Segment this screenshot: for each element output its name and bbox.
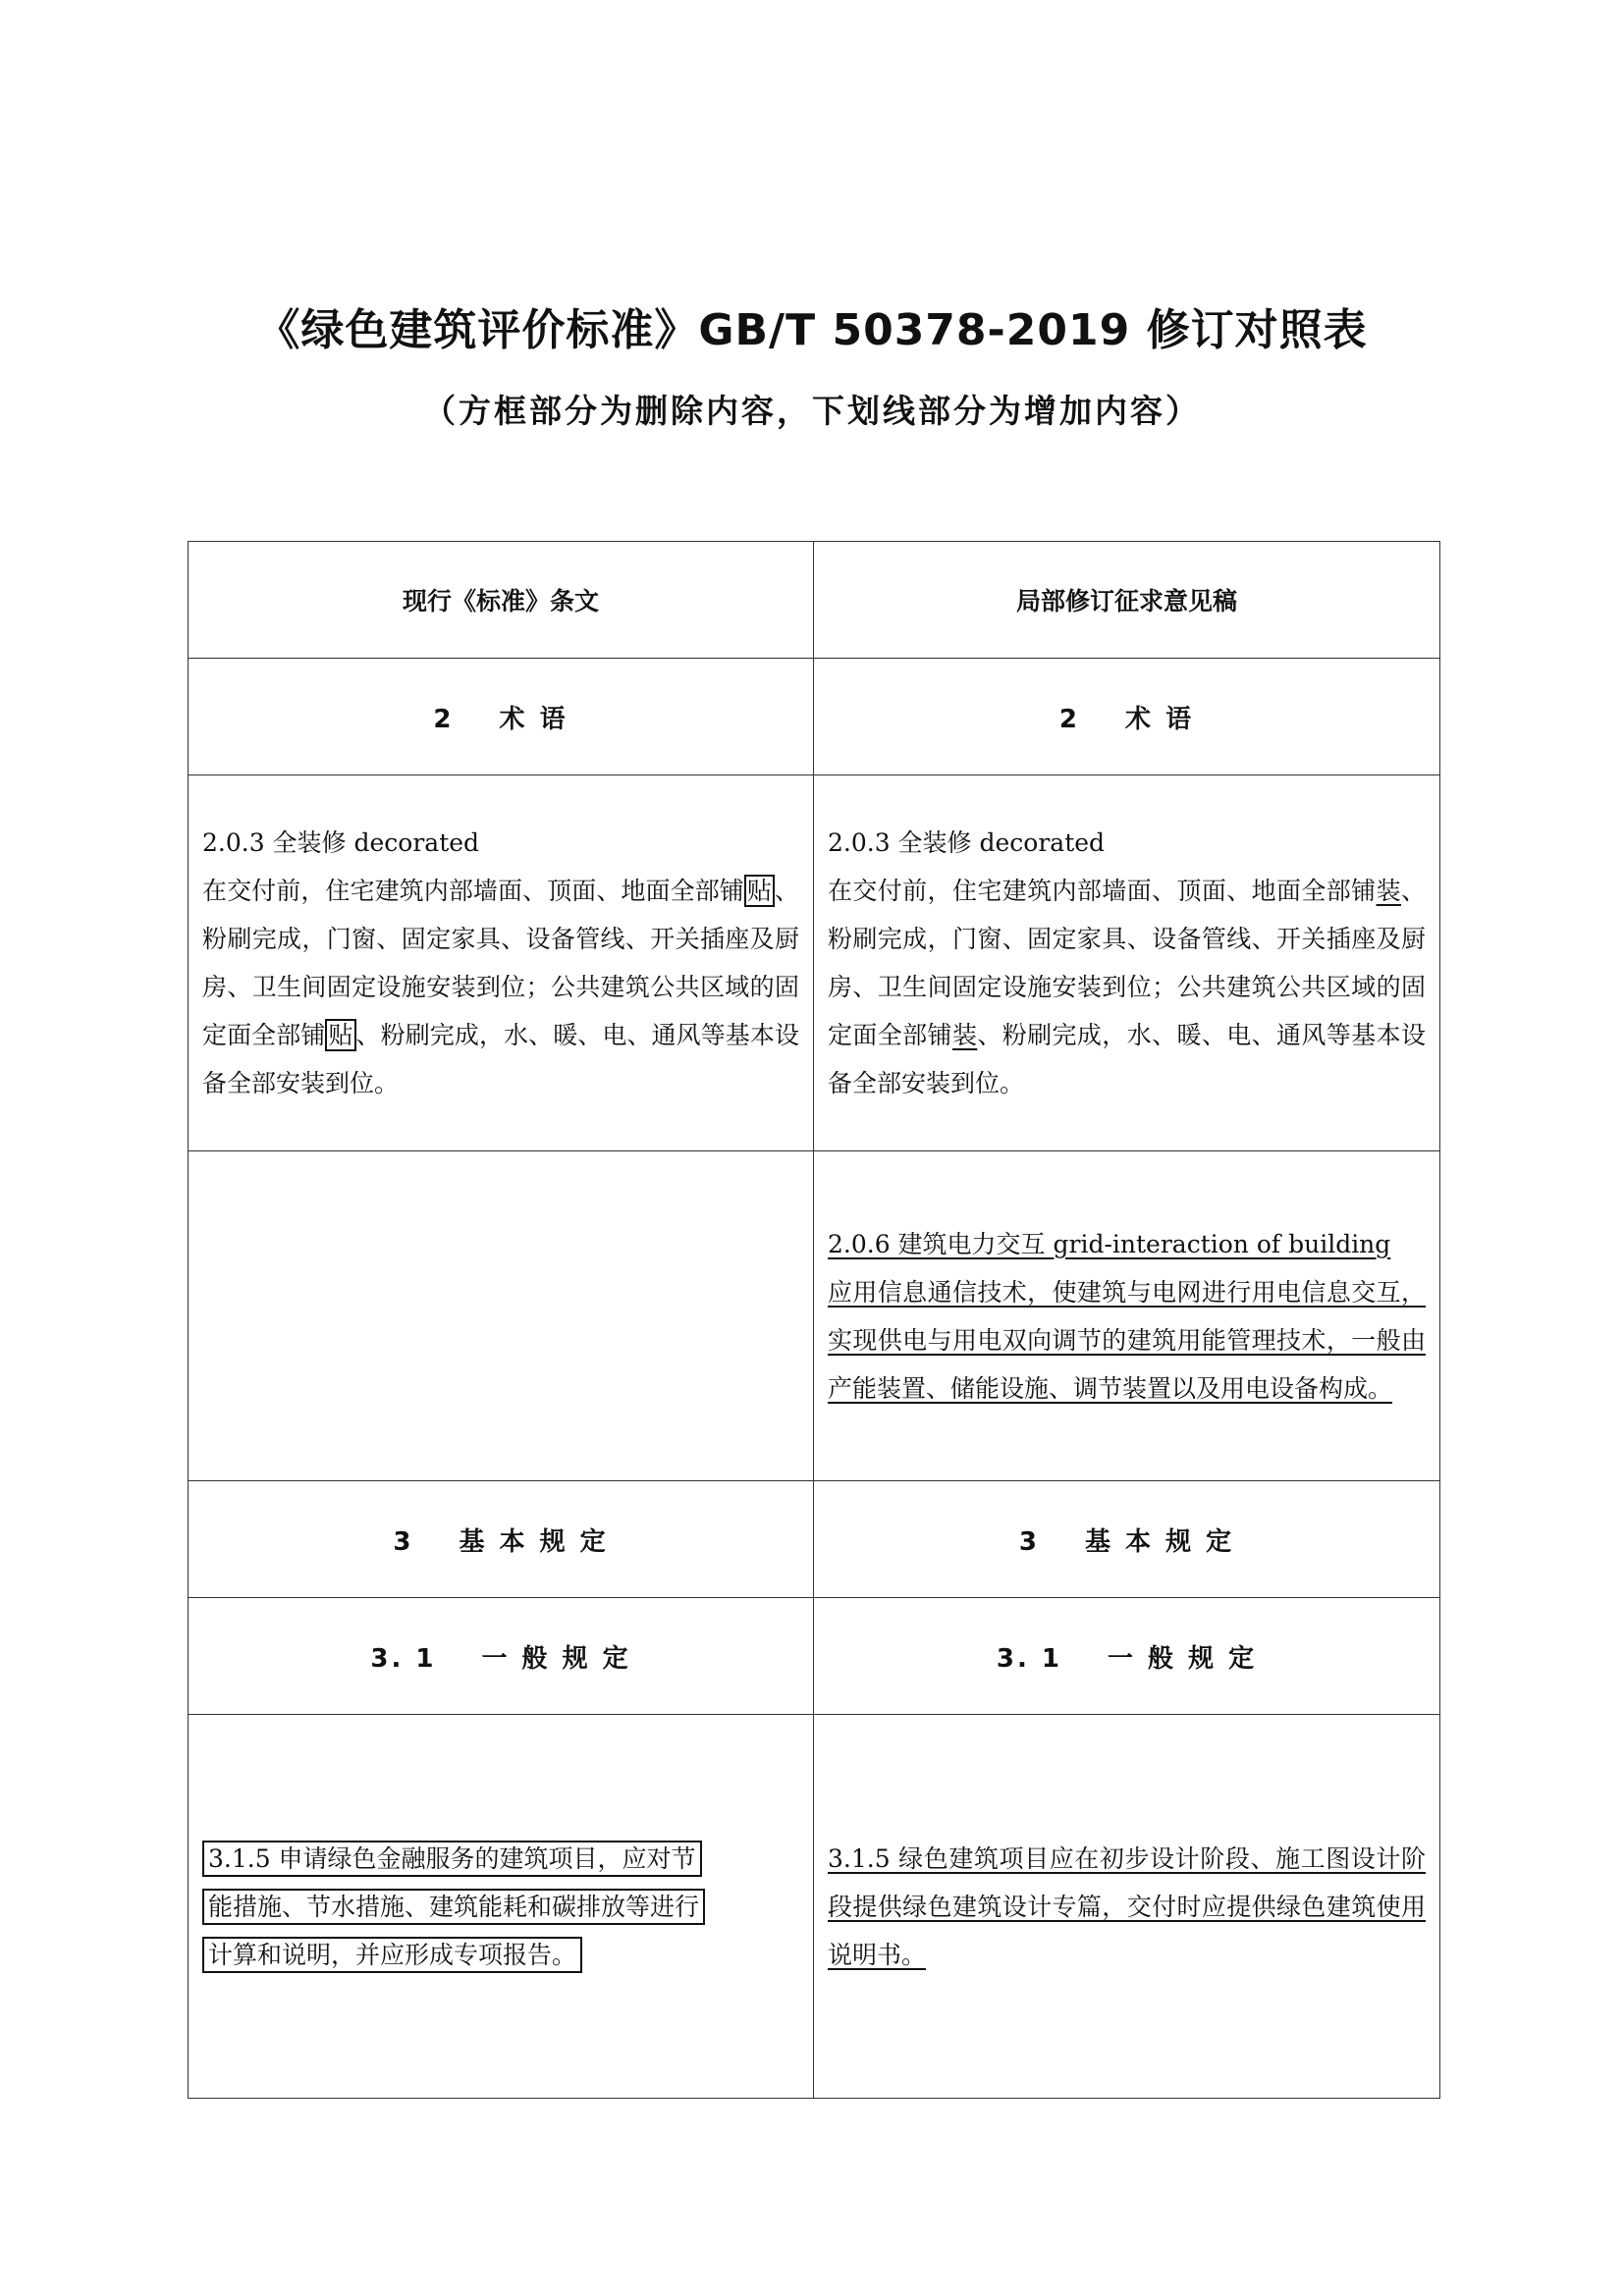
section-row-terms xyxy=(189,659,1440,775)
section-number: 3 xyxy=(1018,1526,1040,1557)
document-title: 《绿色建筑评价标准》GB/T 50378-2019 修订对照表 xyxy=(256,305,1368,355)
clause-2-0-3-revised xyxy=(814,775,1440,1151)
clause-text: 在交付前，住宅建筑内部墙面、顶面、地面全部铺 xyxy=(828,877,1377,905)
added-clause-text: 应用信息通信技术，使建筑与电网进行用电信息交互，实现供电与用电双向调节的建筑用能管理技术，一般由产能装置、储能设施、调节装置以及用电设备构成。 xyxy=(828,1277,1426,1403)
added-clause-text: 3.1.5 绿色建筑项目应在初步设计阶段、施工图设计阶段提供绿色建筑设计专篇，交付时应提供绿色建筑使用说明书。 xyxy=(828,1843,1426,1969)
clause-text: 在交付前，住宅建筑内部墙面、顶面、地面全部铺 xyxy=(202,877,744,905)
added-text: 装 xyxy=(951,1021,978,1049)
section-general-left xyxy=(189,1598,814,1715)
section-terms-left xyxy=(189,659,814,775)
added-clause-heading: 2.0.6 建筑电力交互 grid-interaction of building xyxy=(828,1229,1391,1258)
clause-3-1-5-revised xyxy=(814,1715,1440,2099)
section-number: 3. 1 xyxy=(370,1643,437,1674)
deleted-text: 贴 xyxy=(744,875,775,907)
clause-heading: 2.0.3 全装修 decorated xyxy=(202,828,480,857)
section-basic-left xyxy=(189,1481,814,1598)
section-name: 一 般 规 定 xyxy=(481,1643,631,1674)
header-current-standard: 现行《标准》条文 xyxy=(189,542,814,659)
clause-row-2-0-3 xyxy=(189,775,1440,1151)
section-name: 术 语 xyxy=(1125,704,1195,734)
section-number: 2 xyxy=(1058,704,1081,734)
table-header-row xyxy=(189,542,1440,659)
header-revision-draft: 局部修订征求意见稿 xyxy=(814,542,1440,659)
clause-text: 、粉刷完成，门窗、固定家具、设备管线、开关插座及厨房、卫生间固定设施安装到位；公共建筑公共区域的固定面全部铺 xyxy=(202,877,799,1049)
deleted-clause-line: 3.1.5 申请绿色金融服务的建筑项目，应对节 xyxy=(202,1841,702,1877)
clause-2-0-6-current-empty xyxy=(189,1151,814,1481)
clause-2-0-3-current xyxy=(189,775,814,1151)
section-name: 基 本 规 定 xyxy=(459,1526,609,1557)
clause-3-1-5-current xyxy=(189,1715,814,2099)
section-basic-right xyxy=(814,1481,1440,1598)
clause-text: 、粉刷完成，水、暖、电、通风等基本设备全部安装到位。 xyxy=(202,1021,799,1097)
clause-row-3-1-5 xyxy=(189,1715,1440,2099)
document-subtitle: （方框部分为删除内容，下划线部分为增加内容） xyxy=(423,392,1201,430)
deleted-text: 贴 xyxy=(325,1019,355,1051)
section-number: 3. 1 xyxy=(996,1643,1062,1674)
section-general-right xyxy=(814,1598,1440,1715)
section-row-general-provisions xyxy=(189,1598,1440,1715)
section-number: 3 xyxy=(393,1526,414,1557)
section-terms-right xyxy=(814,659,1440,775)
deleted-clause-line: 能措施、节水措施、建筑能耗和碳排放等进行 xyxy=(202,1889,705,1925)
section-number: 2 xyxy=(433,704,455,734)
section-name: 基 本 规 定 xyxy=(1084,1526,1235,1557)
deleted-clause-line: 计算和说明，并应形成专项报告。 xyxy=(202,1937,582,1973)
clause-2-0-6-revised xyxy=(814,1151,1440,1481)
section-name: 一 般 规 定 xyxy=(1107,1643,1258,1674)
clause-text: 、粉刷完成，水、暖、电、通风等基本设备全部安装到位。 xyxy=(828,1021,1426,1097)
section-name: 术 语 xyxy=(499,704,568,734)
clause-heading: 2.0.3 全装修 decorated xyxy=(828,828,1106,857)
clause-text: 、粉刷完成，门窗、固定家具、设备管线、开关插座及厨房、卫生间固定设施安装到位；公共建筑公共区域的固定面全部铺 xyxy=(828,877,1426,1049)
clause-row-2-0-6 xyxy=(189,1151,1440,1481)
section-row-basic-requirements xyxy=(189,1481,1440,1598)
added-text: 装 xyxy=(1376,877,1401,905)
comparison-table xyxy=(188,541,1440,2099)
